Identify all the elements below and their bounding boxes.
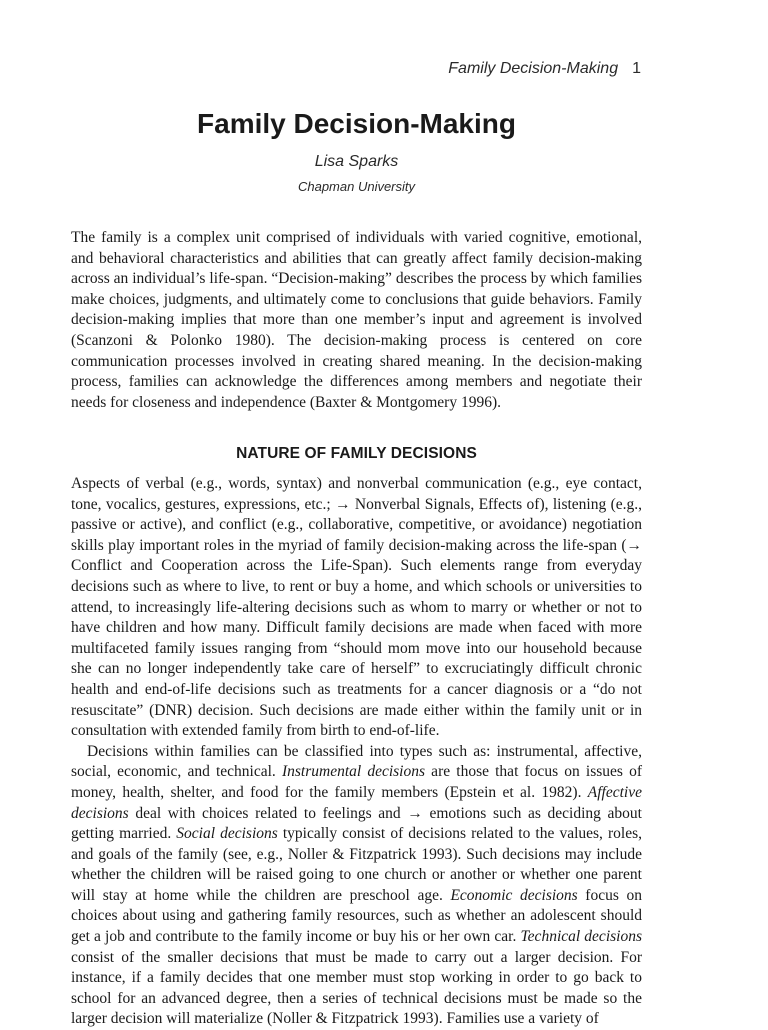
intro-section	[71, 228, 642, 413]
term-technical-decisions: Technical decisions	[520, 928, 642, 946]
paragraph-2-text: are those that focus on issues of money, health, shelter, and food for the family members (Epstein et al. 1982).	[71, 763, 642, 801]
term-affective-decisions: Affective decisions	[71, 783, 642, 822]
body-paragraph-2	[71, 742, 642, 1030]
term-social-decisions: Social decisions	[176, 825, 278, 843]
page-number: 1	[632, 60, 641, 77]
section-heading: NATURE OF FAMILY DECISIONS	[236, 445, 477, 462]
author-affiliation: Chapman University	[297, 179, 416, 194]
running-head-title: Family Decision-Making	[448, 60, 619, 77]
term-economic-decisions: Economic decisions	[450, 886, 578, 904]
author-name: Lisa Sparks	[314, 153, 399, 170]
title-block	[71, 106, 642, 196]
intro-paragraph: The family is a complex unit comprised of individuals with varied cognitive, emotional, and behavioral characteristics and abilities that can greatly affect family decision-making across an individual’s life-span. “Decision-making” describes the process by which families make choices, judgments, and ultimately come to conclusions that guide behaviors. Family decision-making implies that more than one member’s input and agreement is involved (Scanzoni & Polonko 1980). The decision-making process is centered on core communication processes involved in creating shared meaning. In the decision-making process, families can acknowledge the differences among members and negotiate their needs for closeness and independence (Baxter & Montgomery 1996).	[71, 229, 642, 411]
paragraph-2-text: focus on choices about using and gathering family resources, such as whether an adolescent should get a job and contribute to the family income or buy his or her own car.	[71, 886, 642, 946]
body-paragraph-1: Aspects of verbal (e.g., words, syntax) and nonverbal communication (e.g., eye contact, tone, vocalics, gestures, expressions, etc.; → Nonverbal Signals, Effects of), listening (e.g., passive or active), and conflict (e.g., collaborative, competitive, or avoidance) negotiation skills play important roles in the myriad of family decision-making across the life-span (→ Conflict and Cooperation across the Life-Span). Such elements range from everyday decisions such as where to live, to rent or buy a home, and which schools or universities to attend, to increasingly life-altering decisions such as whom to marry or whether or not to have children and how many. Difficult family decisions are made when faced with more multifaceted family issues ranging from “should mom move into our household because she can no longer independently take care of herself” to excruciatingly difficult chronic health and end-of-life decisions such as treatments for a cancer diagnosis or a “do not resuscitate” (DNR) decision. Such decisions are made either within the family unit or in consultation with extended family from birth to end-of-life.	[71, 475, 642, 740]
paragraph-2-text: Decisions within families can be classified into types such as: instrumental, affective, social, economic, and technical.	[71, 742, 642, 781]
article-title: Family Decision-Making	[197, 108, 516, 139]
paragraph-2-text: consist of the smaller decisions that must be made to carry out a larger decision. For instance, if a family decides that one member must stop working in order to go back to school for an advanced degree, then a series of technical decisions must be made so the larger decision will materialize (Noller & Fitzpatrick 1993). Families use a variety of	[71, 948, 642, 1028]
section-body	[71, 474, 642, 1030]
term-instrumental-decisions: Instrumental decisions	[281, 763, 426, 781]
paragraph-2-text: deal with choices related to feelings and → emotions such as deciding about getting married.	[71, 804, 642, 843]
running-head	[448, 59, 641, 79]
paragraph-2-text: typically consist of decisions related to the values, roles, and goals of the family (see, e.g., Noller & Fitzpatrick 1993). Such decisions may include whether the children will be raised going to one church or another or whether one parent will stay at home while the children are preschool age.	[71, 825, 642, 904]
